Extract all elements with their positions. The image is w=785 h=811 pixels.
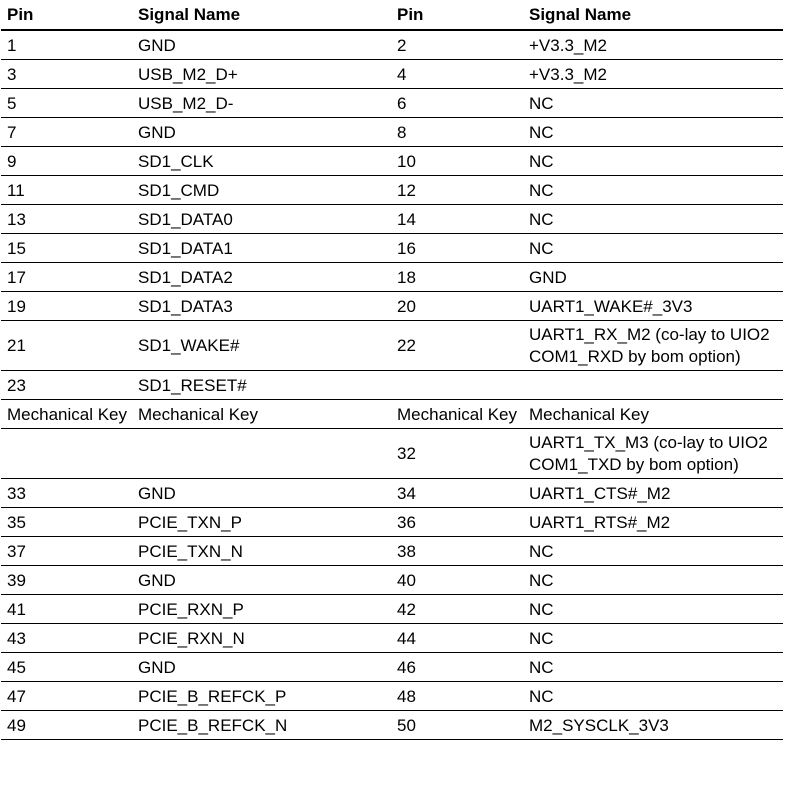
signal-name-cell: NC <box>523 89 783 118</box>
pin-cell: 14 <box>391 205 523 234</box>
table-row <box>1 566 783 595</box>
pin-cell: 45 <box>1 653 132 682</box>
table-row <box>1 624 783 653</box>
pin-cell: 5 <box>1 89 132 118</box>
pin-cell: Mechanical Key <box>1 400 132 429</box>
pin-cell: 43 <box>1 624 132 653</box>
pin-cell: 10 <box>391 147 523 176</box>
table-row <box>1 30 783 60</box>
pin-cell: 39 <box>1 566 132 595</box>
pin-cell <box>1 429 132 479</box>
pin-cell: 34 <box>391 479 523 508</box>
table-row <box>1 321 783 371</box>
signal-name-cell: GND <box>132 653 391 682</box>
pin-cell <box>391 371 523 400</box>
pin-cell: 9 <box>1 147 132 176</box>
pin-cell: 50 <box>391 711 523 740</box>
table-row <box>1 371 783 400</box>
pin-cell: 19 <box>1 292 132 321</box>
signal-name-cell: USB_M2_D+ <box>132 60 391 89</box>
signal-name-cell: M2_SYSCLK_3V3 <box>523 711 783 740</box>
pin-cell: 3 <box>1 60 132 89</box>
table-row <box>1 292 783 321</box>
signal-name-cell: PCIE_RXN_N <box>132 624 391 653</box>
signal-name-cell: PCIE_TXN_P <box>132 508 391 537</box>
signal-name-cell: SD1_RESET# <box>132 371 391 400</box>
table-row <box>1 147 783 176</box>
pin-cell: 22 <box>391 321 523 371</box>
pin-cell: 42 <box>391 595 523 624</box>
pin-cell: 44 <box>391 624 523 653</box>
signal-name-cell: NC <box>523 176 783 205</box>
signal-name-cell: NC <box>523 653 783 682</box>
signal-name-cell: PCIE_B_REFCK_N <box>132 711 391 740</box>
header-pin-left: Pin <box>1 0 132 30</box>
table-row <box>1 537 783 566</box>
signal-name-cell: UART1_CTS#_M2 <box>523 479 783 508</box>
table-row <box>1 176 783 205</box>
signal-name-cell: +V3.3_M2 <box>523 60 783 89</box>
signal-name-cell: NC <box>523 682 783 711</box>
pin-cell: 12 <box>391 176 523 205</box>
pin-cell: 36 <box>391 508 523 537</box>
table-row <box>1 653 783 682</box>
table-row <box>1 89 783 118</box>
signal-name-cell: GND <box>132 566 391 595</box>
header-row <box>1 0 783 30</box>
signal-name-cell: NC <box>523 595 783 624</box>
signal-name-cell: SD1_DATA0 <box>132 205 391 234</box>
pin-cell: 15 <box>1 234 132 263</box>
table-row <box>1 400 783 429</box>
signal-name-cell: UART1_RTS#_M2 <box>523 508 783 537</box>
signal-name-cell <box>523 371 783 400</box>
pin-cell: 47 <box>1 682 132 711</box>
table-row <box>1 234 783 263</box>
signal-name-cell: UART1_WAKE#_3V3 <box>523 292 783 321</box>
header-signal-right: Signal Name <box>523 0 783 30</box>
table-header <box>1 0 783 30</box>
pin-cell: 18 <box>391 263 523 292</box>
table-row <box>1 205 783 234</box>
table-row <box>1 479 783 508</box>
signal-name-cell: SD1_DATA2 <box>132 263 391 292</box>
pin-cell: 20 <box>391 292 523 321</box>
signal-name-cell: UART1_TX_M3 (co-lay to UIO2 COM1_TXD by bom option) <box>523 429 783 479</box>
pin-cell: 6 <box>391 89 523 118</box>
signal-name-cell: SD1_CMD <box>132 176 391 205</box>
table-row <box>1 682 783 711</box>
signal-name-cell <box>132 429 391 479</box>
signal-name-cell: Mechanical Key <box>523 400 783 429</box>
signal-name-cell: PCIE_RXN_P <box>132 595 391 624</box>
signal-name-cell: NC <box>523 624 783 653</box>
pin-cell: 11 <box>1 176 132 205</box>
header-signal-left: Signal Name <box>132 0 391 30</box>
signal-name-cell: PCIE_TXN_N <box>132 537 391 566</box>
pin-cell: 16 <box>391 234 523 263</box>
pin-cell: 32 <box>391 429 523 479</box>
pin-cell: 1 <box>1 30 132 60</box>
table-body <box>1 30 783 740</box>
table-row <box>1 595 783 624</box>
pin-cell: 35 <box>1 508 132 537</box>
pin-cell: 8 <box>391 118 523 147</box>
table-row <box>1 429 783 479</box>
pin-cell: 40 <box>391 566 523 595</box>
signal-name-cell: +V3.3_M2 <box>523 30 783 60</box>
signal-name-cell: NC <box>523 118 783 147</box>
signal-name-cell: USB_M2_D- <box>132 89 391 118</box>
pin-cell: 48 <box>391 682 523 711</box>
signal-name-cell: SD1_CLK <box>132 147 391 176</box>
signal-name-cell: Mechanical Key <box>132 400 391 429</box>
table-row <box>1 263 783 292</box>
signal-name-cell: GND <box>523 263 783 292</box>
signal-name-cell: GND <box>132 479 391 508</box>
pin-cell: Mechanical Key <box>391 400 523 429</box>
signal-name-cell: SD1_DATA3 <box>132 292 391 321</box>
pin-cell: 37 <box>1 537 132 566</box>
pin-cell: 33 <box>1 479 132 508</box>
signal-name-cell: UART1_RX_M2 (co-lay to UIO2 COM1_RXD by bom option) <box>523 321 783 371</box>
table-row <box>1 118 783 147</box>
signal-name-cell: SD1_DATA1 <box>132 234 391 263</box>
table-row <box>1 508 783 537</box>
pin-cell: 7 <box>1 118 132 147</box>
pin-signal-table <box>1 0 783 740</box>
signal-name-cell: NC <box>523 537 783 566</box>
pin-cell: 38 <box>391 537 523 566</box>
pin-cell: 4 <box>391 60 523 89</box>
header-pin-right: Pin <box>391 0 523 30</box>
signal-name-cell: GND <box>132 118 391 147</box>
signal-name-cell: NC <box>523 205 783 234</box>
pin-cell: 13 <box>1 205 132 234</box>
pin-cell: 21 <box>1 321 132 371</box>
pin-cell: 49 <box>1 711 132 740</box>
signal-name-cell: GND <box>132 30 391 60</box>
pin-cell: 46 <box>391 653 523 682</box>
pin-cell: 17 <box>1 263 132 292</box>
signal-name-cell: PCIE_B_REFCK_P <box>132 682 391 711</box>
signal-name-cell: NC <box>523 566 783 595</box>
signal-name-cell: NC <box>523 147 783 176</box>
pin-cell: 2 <box>391 30 523 60</box>
table-row <box>1 60 783 89</box>
signal-name-cell: SD1_WAKE# <box>132 321 391 371</box>
pin-cell: 41 <box>1 595 132 624</box>
table-row <box>1 711 783 740</box>
pin-cell: 23 <box>1 371 132 400</box>
signal-name-cell: NC <box>523 234 783 263</box>
